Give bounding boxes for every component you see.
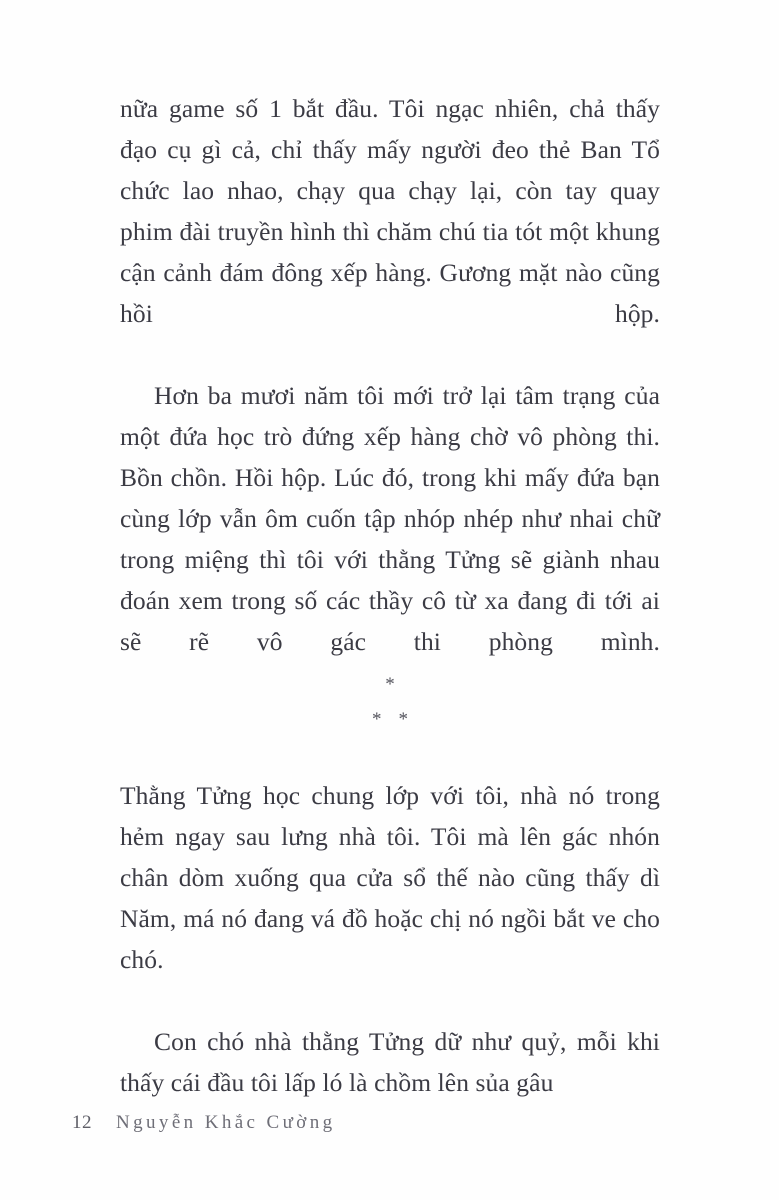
asterisk-dinkus xyxy=(120,675,660,729)
paragraph: Thằng Tửng học chung lớp với tôi, nhà nó trong hẻm ngay sau lưng nhà tôi. Tôi mà lên gác nhón chân dòm xuống qua cửa sổ thế nào cũng thấy dì Năm, má nó đang vá đồ hoặc chị nó ngồi bắt ve cho chó. xyxy=(120,781,660,974)
secondary-text-block xyxy=(120,775,660,1103)
dinkus-bottom-row xyxy=(120,710,660,729)
dinkus-top-asterisk: * xyxy=(385,674,395,695)
page-footer xyxy=(72,1112,336,1134)
dinkus-bottom-left-asterisk: * xyxy=(372,709,382,730)
author-name: Nguyễn Khắc Cường xyxy=(116,1112,336,1133)
dinkus-bottom-right-asterisk: * xyxy=(398,709,408,730)
page-number: 12 xyxy=(72,1112,92,1133)
main-text-block xyxy=(120,88,660,703)
paragraph: Con chó nhà thằng Tửng dữ như quỷ, mỗi khi thấy cái đầu tôi lấp ló là chồm lên sủa gâu xyxy=(120,1027,660,1097)
paragraph: nữa game số 1 bắt đầu. Tôi ngạc nhiên, chả thấy đạo cụ gì cả, chỉ thấy mấy người đeo thẻ Ban Tổ chức lao nhao, chạy qua chạy lại, còn tay quay phim đài truyền hình thì chăm chú tia tót một khung cận cảnh đám đông xếp hàng. Gương mặt nào cũng hồi hộp. xyxy=(120,94,660,328)
paragraph: Hơn ba mươi năm tôi mới trở lại tâm trạng của một đứa học trò đứng xếp hàng chờ vô phòng thi. Bồn chồn. Hồi hộp. Lúc đó, trong khi mấy đứa bạn cùng lớp vẫn ôm cuốn tập nhóp nhép như nhai chữ trong miệng thì tôi với thằng Tửng sẽ giành nhau đoán xem trong số các thầy cô từ xa đang đi tới ai sẽ rẽ vô gác thi phòng mình. xyxy=(120,381,660,656)
